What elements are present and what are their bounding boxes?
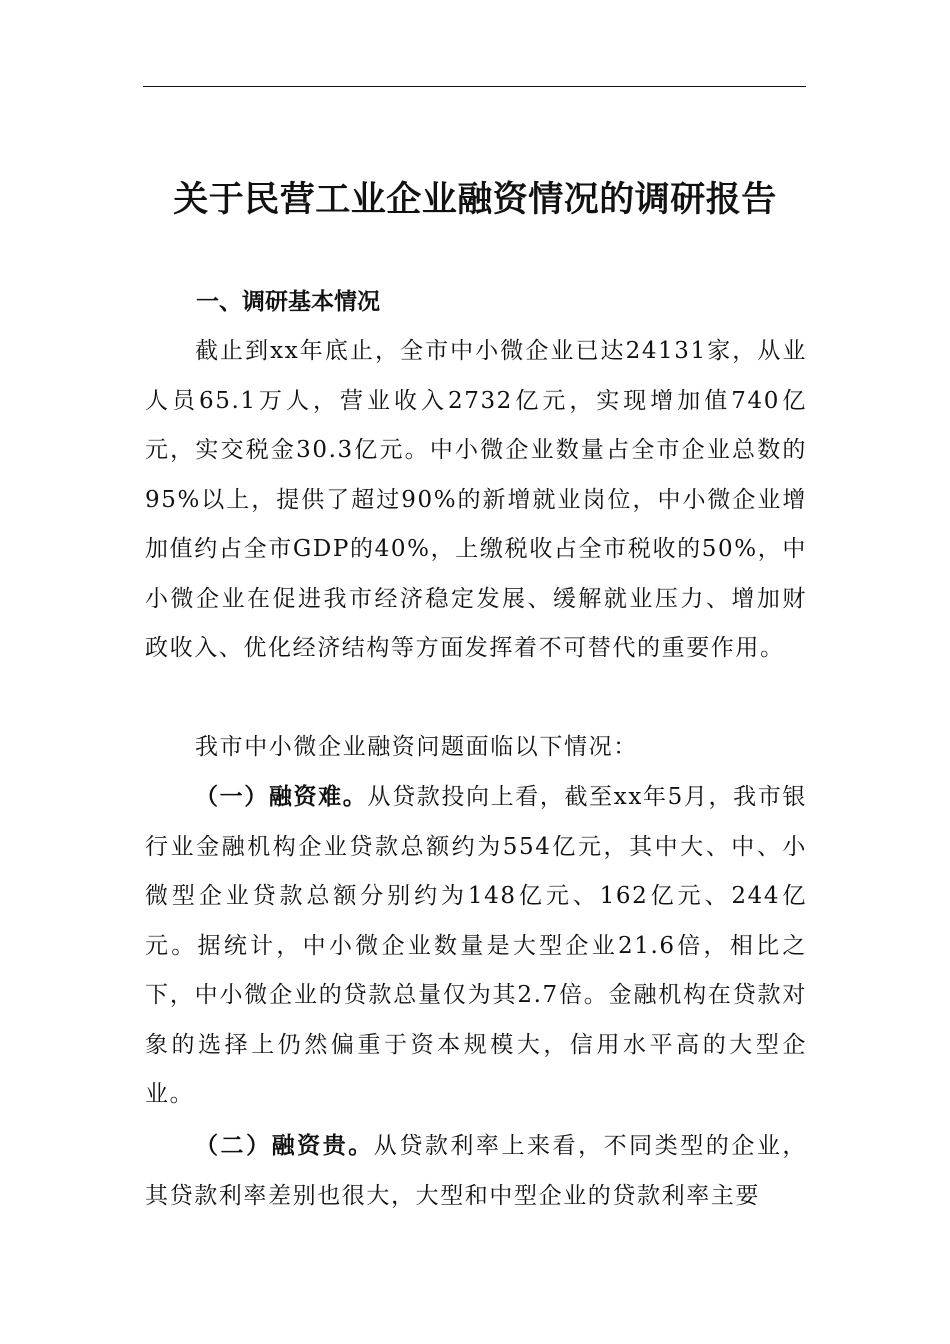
paragraph-financing-difficult: [145, 773, 807, 1120]
paragraph-lead: （二）融资贵。: [195, 1133, 374, 1159]
document-title: 关于民营工业企业融资情况的调研报告: [173, 180, 777, 220]
paragraph-financing-expensive: [145, 1122, 807, 1221]
paragraph-text: 截止到xx年底止，全市中小微企业已达24131家，从业人员65.1万人，营业收入2732亿元，实现增加值740亿元，实交税金30.3亿元。中小微企业数量占全市企业总数的95%以上，提供了超过90%的新增就业岗位，中小微企业增加值约占全市GDP的40%，上缴税收占全市税收的50%，中小微企业在促进我市经济稳定发展、缓解就业压力、增加财政收入、优化经济结构等方面发挥着不可替代的重要作用。: [145, 338, 807, 661]
paragraph-overview: [145, 327, 807, 674]
paragraph-text: 从贷款投向上看，截至xx年5月，我市银行业金融机构企业贷款总额约为554亿元，其中大、中、小微型企业贷款总额分别约为148亿元、162亿元、244亿元。据统计，中小微企业数量是大型企业21.6倍，相比之下，中小微企业的贷款总量仅为其2.7倍。金融机构在贷款对象的选择上仍然偏重于资本规模大，信用水平高的大型企业。: [145, 784, 807, 1107]
paragraph-text: 我市中小微企业融资问题面临以下情况：: [195, 734, 638, 760]
section-heading: 一、调研基本情况: [196, 289, 380, 315]
header-rule: [143, 86, 806, 87]
paragraph-lead: （一）融资难。: [195, 784, 368, 810]
paragraph-intro: [145, 723, 807, 773]
paragraph-text: 从贷款利率上来看，不同类型的企业，其贷款利率差别也很大，大型和中型企业的贷款利率主要: [145, 1133, 808, 1209]
